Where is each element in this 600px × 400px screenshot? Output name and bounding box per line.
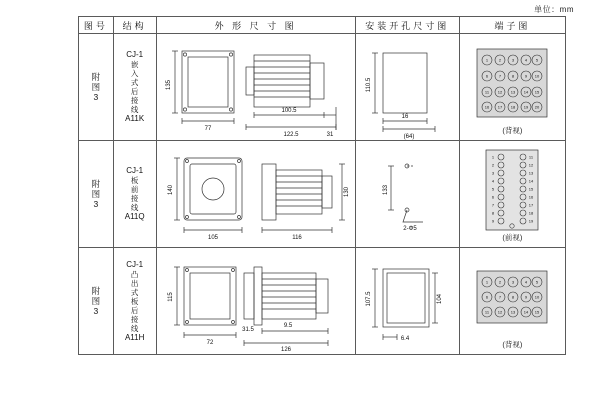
terminal-diagram-3 (475, 269, 549, 325)
svg-text:13: 13 (511, 89, 516, 95)
structure-code: CJ-1 (126, 166, 144, 175)
svg-text:17: 17 (498, 104, 503, 110)
cell-structure (113, 141, 156, 248)
svg-text:5: 5 (492, 186, 495, 192)
structure-desc-char: 线 (130, 105, 139, 114)
structure-desc-char: 凸 (130, 269, 139, 279)
dim-140: 140 (167, 184, 174, 196)
svg-text:15: 15 (535, 309, 540, 315)
structure-desc-char: 出 (130, 278, 139, 288)
dim-116: 116 (291, 235, 302, 241)
structure-model: A11K (125, 114, 145, 123)
svg-text:5: 5 (536, 57, 539, 63)
svg-text:11: 11 (485, 309, 490, 315)
terminal-diagram-1 (475, 47, 549, 119)
dim-126: 126 (280, 347, 291, 353)
structure-code: CJ-1 (126, 259, 144, 269)
svg-text:4: 4 (492, 178, 495, 184)
header-outline: 外 形 尺 寸 图 (156, 17, 355, 34)
dim-16: 16 (401, 114, 409, 120)
cell-pic-no (79, 34, 114, 141)
svg-text:8: 8 (492, 210, 495, 216)
cell-hole-drawing (355, 141, 459, 248)
table-header-row (79, 17, 566, 34)
svg-text:15: 15 (529, 186, 534, 192)
hole-drawing-3 (357, 253, 457, 349)
svg-text:3: 3 (512, 57, 515, 63)
dim-110-5: 110.5 (366, 77, 373, 93)
svg-text:18: 18 (529, 210, 534, 216)
cell-outline-drawing (156, 248, 355, 355)
svg-text:6: 6 (486, 294, 489, 300)
svg-text:10: 10 (535, 73, 540, 79)
svg-text:14: 14 (529, 178, 534, 184)
structure-desc-char: 板 (130, 176, 139, 185)
svg-text:9: 9 (525, 294, 528, 300)
cell-terminal-diagram (459, 141, 565, 248)
svg-text:1: 1 (486, 57, 489, 63)
table-row (79, 141, 566, 248)
svg-text:15: 15 (535, 89, 540, 95)
svg-text:19: 19 (524, 104, 529, 110)
structure-desc-char: 后 (130, 87, 139, 96)
svg-text:2: 2 (499, 57, 502, 63)
dim-104: 104 (437, 293, 444, 305)
pic-no-char: 3 (93, 305, 99, 316)
dim-107-5: 107.5 (366, 291, 373, 307)
structure-desc-char: 前 (130, 185, 139, 194)
dim-9-5: 9.5 (283, 323, 292, 329)
dim-100-5: 100.5 (281, 108, 297, 114)
dim-31: 31 (326, 132, 333, 138)
structure-code: CJ-1 (126, 50, 144, 59)
structure-model: A11Q (124, 212, 145, 221)
svg-text:8: 8 (512, 294, 515, 300)
svg-text:1: 1 (492, 154, 495, 160)
cell-structure (113, 248, 156, 355)
svg-text:11: 11 (485, 89, 490, 95)
svg-text:8: 8 (512, 73, 515, 79)
svg-text:11: 11 (529, 154, 534, 160)
structure-desc-char: 式 (130, 78, 139, 87)
pic-no-char: 附 (91, 285, 101, 296)
svg-text:2: 2 (492, 162, 495, 168)
cell-hole-drawing (355, 248, 459, 355)
cell-terminal-diagram (459, 34, 565, 141)
dimension-table (78, 16, 566, 355)
svg-text:7: 7 (499, 294, 502, 300)
svg-text:4: 4 (525, 279, 528, 285)
cell-hole-drawing (355, 34, 459, 141)
structure-desc-char: 接 (130, 314, 139, 324)
table-row (79, 248, 566, 355)
svg-text:16: 16 (529, 194, 534, 200)
header-hole: 安装开孔尺寸图 (355, 17, 459, 34)
structure-desc-char: 后 (130, 305, 139, 315)
hole-drawing-2 (357, 146, 457, 242)
cell-structure (113, 34, 156, 141)
dim-122-5: 122.5 (283, 132, 299, 138)
pic-no-char: 3 (93, 198, 99, 209)
svg-text:17: 17 (529, 202, 534, 208)
unit-note: 单位：mm (534, 5, 574, 14)
svg-text:16: 16 (485, 104, 490, 110)
dim-77: 77 (204, 126, 211, 132)
pic-no-char: 附 (91, 178, 101, 189)
structure-model: A11H (124, 332, 145, 342)
svg-text:13: 13 (511, 309, 516, 315)
pic-no-char: 3 (93, 91, 99, 102)
svg-text:7: 7 (499, 73, 502, 79)
terminal-caption: (背视) (502, 340, 523, 349)
structure-desc-char: 线 (130, 203, 139, 212)
structure-desc-char: 线 (130, 323, 139, 333)
terminal-caption: (背视) (502, 126, 523, 135)
terminal-diagram-2 (484, 148, 540, 232)
cell-terminal-diagram (459, 248, 565, 355)
cell-pic-no (79, 248, 114, 355)
structure-desc-char: 板 (130, 296, 139, 306)
cell-outline-drawing (156, 34, 355, 141)
structure-desc-char: 接 (130, 194, 139, 203)
svg-text:3: 3 (512, 279, 515, 285)
dim-2-phi5: 2-Φ5 (403, 226, 418, 232)
table-row (79, 34, 566, 141)
dim-64: (64) (403, 134, 415, 140)
dim-133: 133 (383, 184, 390, 196)
structure-desc-char: 式 (130, 287, 139, 297)
dim-135: 135 (165, 79, 172, 91)
hole-drawing-1 (357, 39, 457, 140)
dim-31-5: 31.5 (241, 327, 254, 333)
svg-text:12: 12 (498, 309, 503, 315)
svg-text:14: 14 (524, 309, 529, 315)
structure-desc-char: 入 (130, 69, 139, 78)
outline-drawing-3 (158, 251, 354, 351)
header-pic-no: 图号 (79, 17, 114, 34)
svg-text:2: 2 (499, 279, 502, 285)
outline-drawing-1 (158, 37, 354, 137)
pic-no-char: 图 (91, 295, 101, 306)
pic-no-char: 附 (91, 71, 101, 82)
outline-drawing-2 (158, 144, 354, 244)
svg-text:4: 4 (525, 57, 528, 63)
dim-130: 130 (343, 186, 350, 198)
header-terminal: 端子图 (459, 17, 565, 34)
svg-text:9: 9 (492, 218, 495, 224)
svg-text:10: 10 (535, 294, 540, 300)
svg-text:1: 1 (486, 279, 489, 285)
cell-pic-no (79, 141, 114, 248)
svg-text:19: 19 (529, 218, 534, 224)
svg-text:18: 18 (511, 104, 516, 110)
structure-desc-char: 接 (130, 96, 139, 105)
svg-text:5: 5 (536, 279, 539, 285)
dim-72: 72 (206, 340, 213, 346)
terminal-caption: (前视) (502, 233, 523, 242)
svg-text:6: 6 (486, 73, 489, 79)
svg-text:12: 12 (498, 89, 503, 95)
pic-no-char: 图 (91, 188, 101, 199)
svg-text:13: 13 (529, 170, 534, 176)
svg-text:3: 3 (492, 170, 495, 176)
svg-text:6: 6 (492, 194, 495, 200)
svg-text:14: 14 (524, 89, 529, 95)
dim-115: 115 (167, 292, 174, 302)
svg-text:12: 12 (529, 162, 534, 168)
structure-desc-char: 嵌 (130, 60, 139, 69)
svg-text:9: 9 (525, 73, 528, 79)
dim-6-4: 6.4 (401, 336, 410, 342)
cell-outline-drawing (156, 141, 355, 248)
svg-text:7: 7 (492, 202, 495, 208)
pic-no-char: 图 (91, 81, 101, 92)
header-structure: 结构 (113, 17, 156, 34)
dim-105: 105 (207, 235, 218, 241)
svg-text:20: 20 (535, 104, 540, 110)
